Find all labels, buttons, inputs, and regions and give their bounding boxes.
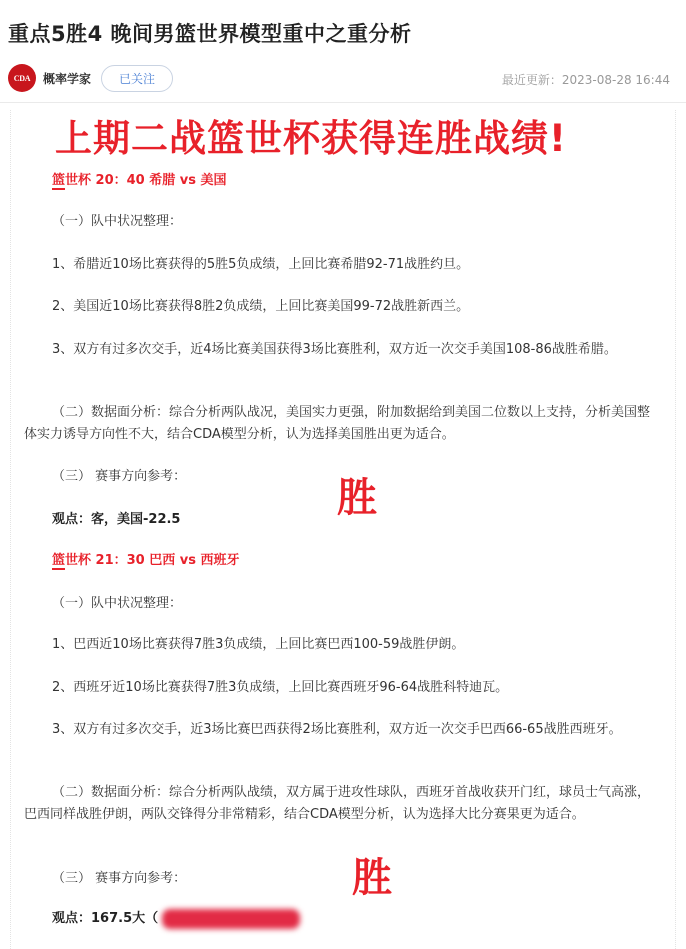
header-divider (0, 102, 686, 103)
game1-heading (52, 170, 227, 192)
redacted-blur (162, 909, 300, 929)
game2-section3-title: （三） 赛事方向参考： (52, 871, 187, 886)
game1-item2: 2、美国近10场比赛获得8胜2负成绩，上回比赛美国99-72战胜新西兰。 (52, 299, 470, 314)
game1-section2: （二）数据面分析：综合分析两队战况，美国实力更强，附加数据给到美国二位数以上支持，分析美国整体实力诱导方向性不大，结合CDA模型分析，认为选择美国胜出更为适合。 (24, 405, 651, 442)
article-title: 重点5胜4 晚间男篮世界模型重中之重分析 (8, 22, 412, 46)
game2-heading-prefix: 篮 (52, 553, 66, 568)
author-name[interactable]: 概率学家 (43, 72, 92, 86)
author-bar (8, 62, 670, 96)
content-border (10, 110, 11, 949)
game1-item3: 3、双方有过多次交手，近4场比赛美国获得3场比赛胜利，双方近一次交手美国108-86战胜希腊。 (52, 342, 617, 357)
game2-section1-title: （一）队中状况整理： (52, 596, 183, 611)
game2-view (52, 908, 300, 930)
game2-item2: 2、西班牙近10场比赛获得7胜3负成绩，上回比赛西班牙96-64战胜科特迪瓦。 (52, 680, 509, 695)
game1-section3-title: （三） 赛事方向参考： (52, 469, 187, 484)
game2-item1: 1、巴西近10场比赛获得7胜3负成绩，上回比赛巴西100-59战胜伊朗。 (52, 637, 465, 652)
avatar-logo-text: CDA (13, 73, 31, 83)
article-headline: 上期二战篮世杯获得连胜战绩! (55, 117, 567, 160)
game1-win-stamp: 胜 (337, 475, 377, 521)
game2-view-text: 观点：167.5大（ (52, 911, 159, 926)
game2-section2: （二）数据面分析：综合分析两队战绩，双方属于进攻性球队，西班牙首战收获开门红，球员士气高涨，巴西同样战胜伊朗，两队交锋得分非常精彩，结合CDA模型分析，认为选择大比分赛果更为适合。 (24, 785, 651, 822)
game1-section1-title: （一）队中状况整理： (52, 214, 183, 229)
follow-button[interactable]: 已关注 (101, 65, 173, 92)
game1-item1: 1、希腊近10场比赛获得的5胜5负成绩，上回比赛希腊92-71战胜约旦。 (52, 257, 470, 272)
game2-heading (52, 550, 240, 572)
author-avatar[interactable] (8, 64, 36, 92)
update-timestamp: 最近更新：2023-08-28 16:44 (501, 73, 670, 87)
game2-heading-rest: 世杯 21：30 巴西 vs 西班牙 (65, 553, 240, 568)
game2-item3: 3、双方有过多次交手，近3场比赛巴西获得2场比赛胜利，双方近一次交手巴西66-65战胜西班牙。 (52, 722, 622, 737)
game1-heading-rest: 世杯 20：40 希腊 vs 美国 (65, 173, 227, 188)
game1-view: 观点：客，美国-22.5 (52, 512, 181, 527)
game2-win-stamp: 胜 (352, 855, 392, 901)
content-border (675, 110, 676, 949)
game1-heading-prefix: 篮 (52, 173, 66, 188)
